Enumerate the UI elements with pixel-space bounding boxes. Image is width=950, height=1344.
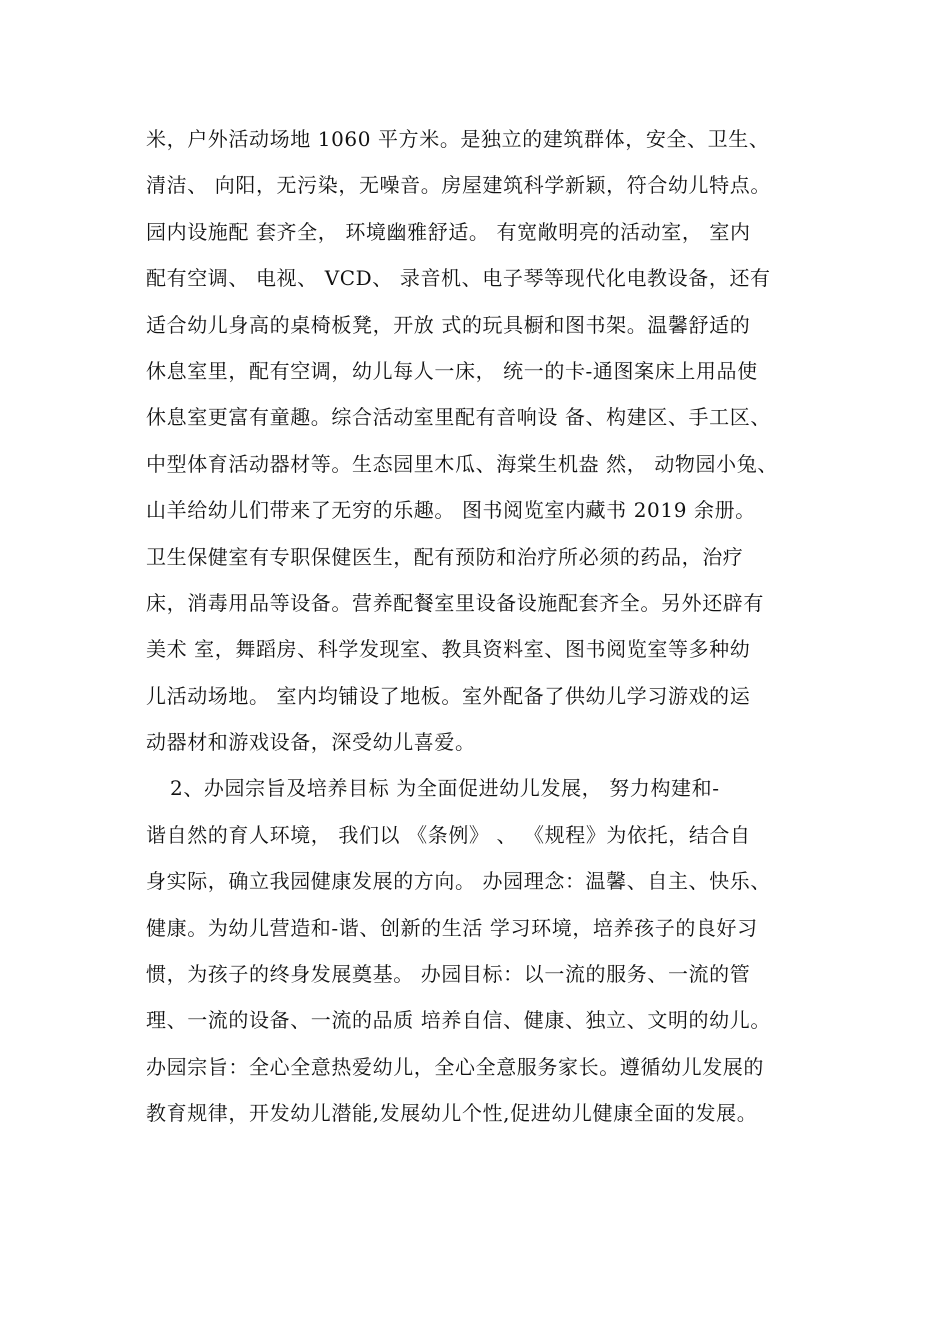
- text-line: 办园宗旨：全心全意热爱幼儿，全心全意服务家长。遵循幼儿发展的: [146, 1054, 764, 1079]
- text-line: 儿活动场地。 室内均铺设了地板。室外配备了供幼儿学习游戏的运: [146, 683, 751, 708]
- text-line: 适合幼儿身高的桌椅板凳，开放 式的玩具橱和图书架。温馨舒适的: [146, 312, 751, 337]
- text-line: 惯，为孩子的终身发展奠基。 办园目标：以一流的服务、一流的管: [146, 962, 751, 987]
- text-line: 中型体育活动器材等。生态园里木瓜、海棠生机盎 然， 动物园小兔、: [146, 451, 778, 476]
- text-line: 动器材和游戏设备，深受幼儿喜爱。: [146, 730, 476, 755]
- text-line: 清洁、 向阳，无污染，无噪音。房屋建筑科学新颖，符合幼儿特点。: [146, 173, 771, 198]
- text-line: 米，户外活动场地 1060 平方米。是独立的建筑群体，安全、卫生、: [146, 127, 770, 151]
- text-line: 山羊给幼儿们带来了无穷的乐趣。 图书阅览室内藏书 2019 余册。: [146, 498, 756, 523]
- text-line: 卫生保健室有专职保健医生，配有预防和治疗所必须的药品，治疗: [146, 544, 744, 569]
- text-line: 园内设施配 套齐全， 环境幽雅舒适。 有宽敞明亮的活动室， 室内: [146, 219, 751, 244]
- text-line: 理、一流的设备、一流的品质 培养自信、健康、独立、文明的幼儿。: [146, 1008, 771, 1033]
- text-line: 休息室里，配有空调，幼儿每人一床， 统一的卡-通图案床上用品使: [146, 358, 758, 383]
- text-line: 谐自然的育人环境， 我们以 《条例》 、 《规程》为依托，结合自: [146, 822, 751, 847]
- paragraph-start-line: 2、办园宗旨及培养目标 为全面促进幼儿发展， 努力构建和-: [170, 776, 720, 801]
- text-line: 配有空调、 电视、 VCD、 录音机、电子琴等现代化电教设备，还有: [146, 266, 771, 291]
- text-line: 教育规律，开发幼儿潜能,发展幼儿个性,促进幼儿健康全面的发展。: [146, 1101, 758, 1126]
- text-line: 休息室更富有童趣。综合活动室里配有音响设 备、构建区、手工区、: [146, 405, 771, 430]
- text-line: 美术 室，舞蹈房、科学发现室、教具资料室、图书阅览室等多种幼: [146, 637, 751, 662]
- text-line: 健康。为幼儿营造和-谐、创新的生活 学习环境，培养孩子的良好习: [146, 915, 758, 940]
- text-line: 床，消毒用品等设备。营养配餐室里设备设施配套齐全。另外还辟有: [146, 590, 764, 615]
- text-line: 身实际，确立我园健康发展的方向。 办园理念：温馨、自主、快乐、: [146, 869, 771, 894]
- body-text: [146, 116, 816, 1137]
